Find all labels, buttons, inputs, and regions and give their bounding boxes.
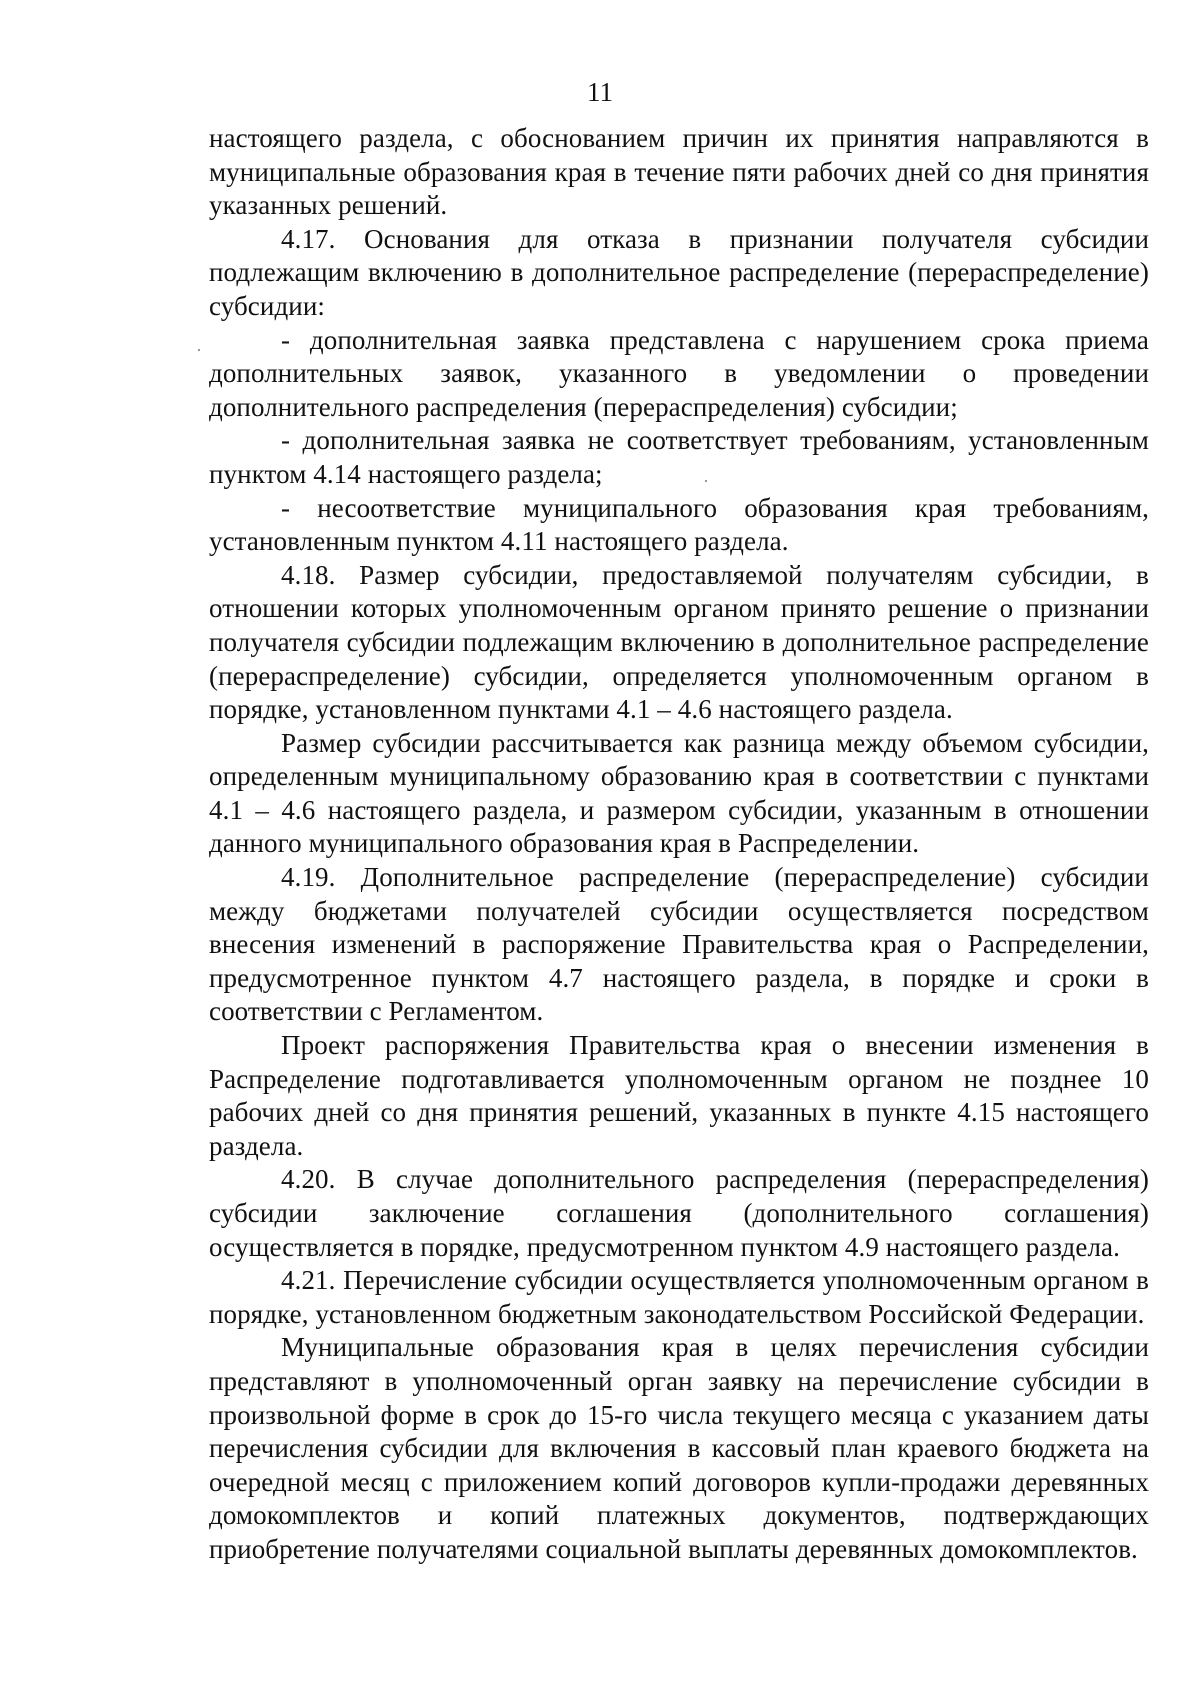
scan-artifact-dot (705, 480, 707, 482)
page-number: 11 (587, 77, 613, 107)
paragraph-4-21: 4.21. Перечисление субсидии осуществляется уполномоченным органом в порядке, установленном бюджетным законодательством Российской Федерации. (209, 1265, 1149, 1329)
paragraph-4-19: 4.19. Дополнительное распределение (перераспределение) субсидии между бюджетами получателей субсидии осуществляется посредством внесения изменений в распоряжение Правительства края о Распределении, предусмотренное пунктом 4.7 настоящего раздела, в порядке и сроки в соответствии с Регламентом. (209, 862, 1149, 1027)
paragraph-payment-request: Муниципальные образования края в целях перечисления субсидии представляют в уполномоченный орган заявку на перечисление субсидии в произвольной форме в срок до 15-го числа текущего месяца с указанием даты перечисления субсидии для включения в кассовый план краевого бюджета на очередной месяц с приложением копий договоров купли-продажи деревянных домокомплектов и копий платежных документов, подтверждающих приобретение получателями социальной выплаты деревянных домокомплектов. (209, 1332, 1149, 1564)
paragraph-4-18: 4.18. Размер субсидии, предоставляемой получателям субсидии, в отношении которых уполномоченным органом принято решение о признании получателя субсидии подлежащим включению в дополнительное распределение (перераспределение) субсидии, определяется уполномоченным органом в порядке, установленном пунктами 4.1 – 4.6 настоящего раздела. (209, 559, 1149, 725)
list-item-municipality-mismatch: - несоответствие муниципального образования края требованиям, установленным пунктом 4.11 настоящего раздела. (209, 492, 1149, 557)
list-item-late-application: - дополнительная заявка представлена с нарушением срока приема дополнительных заявок, указанного в уведомлении о проведении дополнительного распределения (перераспределения) субсидии; (209, 324, 1149, 422)
scan-artifact-dot (198, 349, 200, 351)
paragraph-4-17: 4.17. Основания для отказа в признании получателя субсидии подлежащим включению в дополнительное распределение (перераспределение) субсидии: (209, 223, 1149, 321)
paragraph-continuation: настоящего раздела, с обоснованием причин их принятия направляются в муниципальные образования края в течение пяти рабочих дней со дня принятия указанных решений. (209, 123, 1149, 221)
paragraph-draft-order: Проект распоряжения Правительства края о внесении изменения в Распределение подготавливается уполномоченным органом не позднее 10 рабочих дней со дня принятия решений, указанных в пункте 4.15 настоящего раздела. (209, 1030, 1149, 1161)
paragraph-subsidy-calculation: Размер субсидии рассчитывается как разница между объемом субсидии, определенным муниципальному образованию края в соответствии с пунктами 4.1 – 4.6 настоящего раздела, и размером субсидии, указанным в отношении данного муниципального образования края в Распределении. (209, 727, 1149, 859)
list-item-requirements-mismatch: - дополнительная заявка не соответствует требованиям, установленным пунктом 4.14 настоящего раздела; (209, 425, 1149, 489)
paragraph-4-20: 4.20. В случае дополнительного распределения (перераспределения) субсидии заключение соглашения (дополнительного соглашения) осуществляется в порядке, предусмотренном пунктом 4.9 настоящего раздела. (209, 1164, 1149, 1262)
document-body (209, 122, 1149, 1567)
